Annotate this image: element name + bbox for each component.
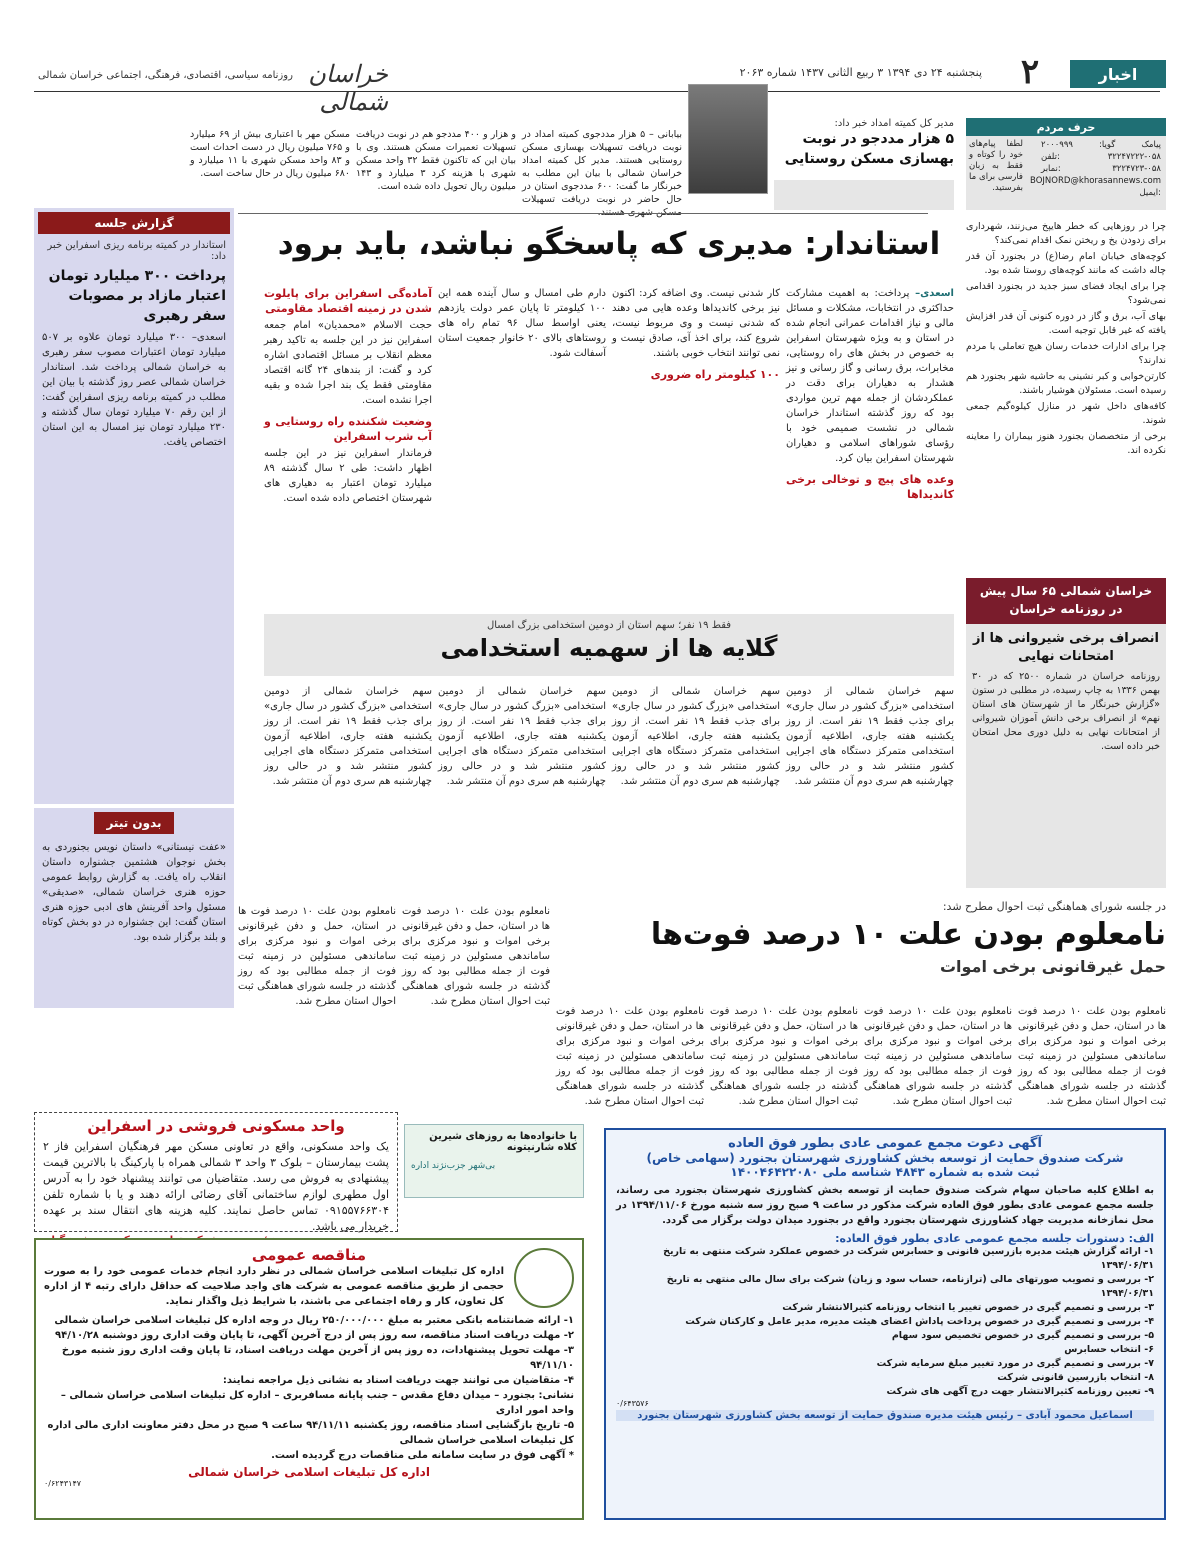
deaths-headline: نامعلوم بودن علت ۱۰ درصد فوت‌ها	[650, 917, 1166, 952]
tender-item: نشانی: بجنورد – میدان دفاع مقدس – جنب پایانه مسافربری – اداره کل تبلیغات اسلامی خراسان شمالی – واحد امور اداری	[60, 1390, 574, 1416]
assembly-agenda-item: ۶- انتخاب حسابرس	[1064, 1344, 1154, 1355]
history-box-header	[966, 578, 1166, 624]
tender-item: ۲- مهلت دریافت اسناد مناقصه، سه روز پس از درج آخرین آگهی، تا پایان وقت اداری روز دوشنبه ۹۴/۱۰/۲۸	[54, 1330, 574, 1341]
assembly-title: آگهی دعوت مجمع عمومی عادی بطور فوق العاده	[728, 1136, 1042, 1151]
people-voice-item: کوچه‌های خیابان امام رضا(ع) در بجنورد آن قدر چاله داشت که مانند کوچه‌های روستا شده بود.	[966, 251, 1166, 276]
lead-subhead-promises: وعده های پیچ و توخالی برخی کاندیداها	[786, 473, 954, 501]
wedding-ad	[404, 1124, 584, 1198]
session-report-header: گزارش جلسه	[38, 212, 230, 234]
page-number: ۲	[1020, 52, 1040, 92]
people-voice-item: کارتن‌خوابی و کبر نشینی به حاشیه شهر بجنورد هم رسیده است. مسئولان هوشیار باشند.	[966, 371, 1166, 396]
people-voice-item: بهای آب، برق و گاز در دوره کنونی آن قدر افزایش یافته که غیر قابل توجیه است.	[966, 311, 1166, 336]
people-voice-item: کافه‌های داخل شهر در منازل کیلوه‌گیم جمعی شوند.	[966, 401, 1166, 426]
imdad-title-underlay	[774, 180, 954, 210]
no-title-box	[34, 808, 234, 1008]
session-report-box	[34, 208, 234, 804]
history-body: روزنامه خراسان در شماره ۲۵۰۰ که در ۳۰ بهمن ۱۳۳۶ به چاپ رسیده، در مطلبی در ستون «گزارش خبرنگار ما از شهرستان های استان نهم» از انصراف برخی دانش آموزان شیروانی از امتحانات نهایی به دلیل دوری محل امتحان خبر داده است.	[972, 671, 1160, 752]
employment-col1: سهم خراسان شمالی از دومین استخدامی «بزرگ کشور در سال جاری» برای جذب فقط ۱۹ نفر است. از روز یکشنبه هفته جاری، اطلاعیه آزمون استخدامی متمرکز دستگاه های اجرایی کشور منتشر شد و در حالی روز چهارشنبه هم سری دوم آن منتشر شد.	[786, 686, 954, 787]
issue-date-line: پنجشنبه ۲۴ دی ۱۳۹۴ ۳ ربیع الثانی ۱۴۳۷ شماره ۲۰۶۳	[739, 66, 982, 79]
history-box	[966, 624, 1166, 888]
lead-byline: اسعدی–	[915, 288, 954, 299]
tender-item: ۵- تاریخ بازگشایی اسناد مناقصه، روز یکشنبه ۹۴/۱۱/۱۱ ساعت ۹ صبح در محل دفتر معاونت اداری مالی اداره کل تبلیغات اسلامی خراسان شمالی	[47, 1420, 574, 1446]
assembly-subtitle: شرکت صندوق حمایت از توسعه بخش کشاورزی شهرستان بجنورد (سهامی خاص)	[646, 1151, 1124, 1165]
people-voice-item: چرا برای ایجاد فضای سبز جدید در بجنورد اقدامی نمی‌شود؟	[966, 281, 1166, 306]
official-portrait-photo	[688, 84, 768, 194]
newspaper-logo: خراسان شمالی	[308, 60, 388, 116]
people-voice-contacts: پیامک گویا: ۲۰۰۰۹۹۹ ۰۵۸-۳۲۲۴۷۲۲۲ :تلفن ۰۵۸-۳۲۲۴۷۲۳ :نمابر BOJNORD@khorasannews.com :ایمیل	[1030, 140, 1161, 198]
assembly-agenda	[616, 1245, 1154, 1399]
imdad-body-col1: بیابانی – ۵ هزار مددجوی کمیته امداد در نوبت دریافت تسهیلات بهسازی مسکن روستایی هستند. مدیر کل کمیته امداد خراسان شمالی با بیان این مطلب به خبرنگار ما گفت: ۶۰۰ مددجوی استان در حال حاضر در نوبت دریافت تسهیلات	[522, 129, 682, 205]
deaths-kicker: در جلسه شورای هماهنگی ثبت احوال مطرح شد:	[942, 900, 1166, 913]
no-title-body: «عفت نیستانی» داستان نویس بجنوردی به بخش نوجوان هشتمین جشنواره داستان انقلاب راه یافت. به گزارش روابط عمومی حوزه هنری خراسان شمالی، «صدیقی» مسئول واحد آفرینش های ادبی حوزه هنری استان گفت: این جشنواره در دو بخش کوتاه و بلند برگزار شده بود.	[42, 842, 226, 943]
deaths-col1: نامعلوم بودن علت ۱۰ درصد فوت ها در استان، حمل و دفن غیرقانونی برخی اموات و نبود مرکزی برای ساماندهی مسئولین در زمینه ثبت فوت از جمله مطالبی بود که روز گذشته در جلسه شورای هماهنگی ثبت احوال استان مطرح شد.	[1018, 1006, 1166, 1107]
lead-col2-text: کار شدنی نیست. وی اضافه کرد: اکنون نیز برخی کاندیداها وعده هایی می دهند که شدنی نیست و وی مربوط نیست، شروع کند، برای اخذ آی، صادق نیست و نمی توانند انتخاب خوبی باشند.	[612, 288, 780, 359]
imdad-title-block	[774, 118, 954, 178]
wedding-ad-line2: کلاه شارنیتونه	[506, 1142, 577, 1153]
masthead-tagline: روزنامه سیاسی، اقتصادی، فرهنگی، اجتماعی خراسان شمالی	[38, 70, 293, 81]
lead-headline: استاندار: مدیری که پاسخگو نباشد، باید برود	[277, 226, 941, 262]
wedding-ad-line1: با خانواده‌ها به روزهای شیرین	[429, 1131, 577, 1142]
lead-col1	[786, 286, 954, 606]
lead-col2	[612, 286, 780, 606]
assembly-agenda-item: ۱- ارائه گزارش هیئت مدیره بازرسین قانونی و حسابرس شرکت در خصوص عملکرد شرکت منتهی به تاریخ ۱۳۹۴/۰۶/۳۱	[663, 1246, 1154, 1271]
deaths-col3: نامعلوم بودن علت ۱۰ درصد فوت ها در استان، حمل و دفن غیرقانونی برخی اموات و نبود مرکزی برای ساماندهی مسئولین در زمینه ثبت فوت از جمله مطالبی بود که روز گذشته در جلسه شورای هماهنگی ثبت احوال استان مطرح شد.	[710, 1006, 858, 1107]
people-voice-header: حرف مردم	[966, 118, 1166, 136]
deaths-title-block	[266, 900, 1166, 1000]
lead-subhead-pilot: آماده‌گی اسفراین برای پایلوت شدن در زمینه اقتصاد مقاومتی	[264, 287, 432, 315]
imdad-body-col2: و هزار و ۴۰۰ مددجو هم در نوبت دریافت تسهیلات تعمیرات مسکن هستند. وی با بیان این که تاکنون فقط ۳۲ واحد مسکن شهری با هزینه کرد ۳ میلیارد و ۱۴۳ میلیون ریال تحویل داده شده است.	[356, 129, 517, 192]
history-header-line2: در روزنامه خراسان	[1009, 602, 1123, 616]
housing-ad-title: واحد مسکونی فروشی در اسفراین	[87, 1117, 345, 1135]
section-label[interactable]: اخبار	[1070, 60, 1166, 88]
employment-kicker: فقط ۱۹ نفر؛ سهم استان از دومین استخدامی بزرگ امسال	[486, 620, 732, 631]
assembly-signature: اسماعیل محمود آبادی – رئیس هیئت مدیره صندوق حمایت از توسعه بخش کشاورزی شهرستان بجنورد	[616, 1410, 1154, 1421]
assembly-notice-ad	[604, 1128, 1166, 1520]
people-voice-item: چرا برای ادارات خدمات رسان هیچ تعاملی با مردم ندارند؟	[966, 341, 1166, 366]
lead-col1-text: پرداخت: به اهمیت مشارکت حداکثری در انتخابات، مشکلات و مسائل مالی و نیاز اقدامات عمرانی انجام شده در استان و به ویژه شهرستان اسفراین به خصوص در بخش های راه روستایی، مخابرات، برق رسانی و گاز رسانی و نیز هشدار به دهیاران برای دقت در عملکردشان از جمله مهم ترین مواردی بود که روز گذشته استاندار خراسان شمالی در نشست صمیمی خود با رؤسای شوراهای اسلامی و دهیاران شهرستان اسفراین بیان کرد.	[786, 288, 954, 464]
history-title: انصراف برخی شیروانی ها از امتحانات نهایی	[973, 631, 1159, 664]
tender-intro: اداره کل تبلیغات اسلامی خراسان شمالی در نظر دارد انجام خدمات عمومی خود را به صورت حجمی از طریق مناقصه عمومی به شرکت های واجد صلاحیت که حداقل دارای رتبه ۴ از اداره کل تعاون، کار و رفاه اجتماعی می باشند، با شرایط ذیل واگذار نماید.	[44, 1266, 504, 1307]
people-voice-instruction: لطفا پیام‌های خود را کوتاه و فقط به زبان فارسی برای ما بفرستید.	[969, 139, 1023, 193]
tender-items	[44, 1313, 574, 1463]
lead-subhead-roads: ۱۰۰ کیلومتر راه ضروری	[650, 368, 780, 381]
no-title-header: بدون تیتر	[94, 812, 174, 834]
tender-emblem-icon	[514, 1248, 574, 1308]
assembly-agenda-title: الف: دستورات جلسه مجمع عمومی عادی بطور فوق العاده:	[835, 1232, 1154, 1245]
session-report-kicker: استاندار در کمیته برنامه ریزی اسفراین خبر داد:	[47, 240, 226, 262]
tender-title: مناقصه عمومی	[251, 1246, 367, 1264]
housing-ad-body: یک واحد مسکونی، واقع در تعاونی مسکن مهر فرهنگیان اسفراین فاز ۲ پشت بیمارستان – بلوک ۳ واحد ۳ شمالی همراه با پارکینگ با بالاترین قیمت پیشنهادی به فروش می رسد. متقاضیان می توانند پیشنهاد خود را به آدرس اول مطهری لوازم ساختمانی آقای رضائی ارائه دهند و یا با شماره تلفن ۰۹۱۵۵۷۶۶۳۰۴ تماس حاصل نمایند. کلیه هزینه های انتقال سند بر عهده خریدار می باشد.	[43, 1140, 389, 1233]
lead-col4-text: حجت الاسلام «محمدیان» امام جمعه اسفراین نیز در این جلسه به تاکید رهبر معظم انقلاب بر مسائل اقتصادی اشاره کرد و گفت: از بندهای ۲۴ گانه اقتصاد مقاومتی فقط یک بند اجرا شده و بقیه اجرا نشده است.	[264, 320, 432, 406]
imdad-body-col3: مسکن مهر با اعتباری بیش از ۶۹ میلیارد و ۷۶۵ میلیون ریال در دست احداث است و ۸۳ واحد مسکن شهری با ۱۱ میلیارد و ۶۸۰ میلیون ریال در حال ساخت است.	[190, 129, 350, 179]
employment-col3: سهم خراسان شمالی از دومین استخدامی «بزرگ کشور در سال جاری» برای جذب فقط ۱۹ نفر است. از روز یکشنبه هفته جاری، اطلاعیه آزمون استخدامی متمرکز دستگاه های اجرایی کشور منتشر شد و در حالی روز چهارشنبه هم سری دوم آن منتشر شد.	[438, 686, 606, 787]
tender-item: ۱- ارائه ضمانتنامه بانکی معتبر به مبلغ ۲۵۰/۰۰۰/۰۰۰ ریال در وجه اداره کل تبلیغات اسلامی خراسان شمالی	[54, 1315, 574, 1326]
assembly-agenda-item: ۴- بررسی و تصمیم گیری در خصوص پرداخت پاداش اعضای هیئت مدیره، مدیر عامل و کارکنان شرکت	[685, 1316, 1154, 1327]
wedding-ad-footer: بی‌شهر جزب‌نژند اداره	[411, 1161, 496, 1171]
tender-item: ۴- متقاضیان می توانند جهت دریافت اسناد به نشانی ذیل مراجعه نمایند:	[222, 1375, 574, 1386]
tender-ad	[34, 1238, 584, 1520]
history-header-line1: خراسان شمالی ۶۵ سال پیش	[979, 584, 1153, 598]
deaths-col4: نامعلوم بودن علت ۱۰ درصد فوت ها در استان، حمل و دفن غیرقانونی برخی اموات و نبود مرکزی برای ساماندهی مسئولین در زمینه ثبت فوت از جمله مطالبی بود که روز گذشته در جلسه شورای هماهنگی ثبت احوال استان مطرح شد.	[556, 1006, 704, 1107]
assembly-code: ۰/۶۴۳۵۷۶	[616, 1399, 649, 1408]
imdad-headline: ۵ هزار مددجو در نوبت بهسازی مسکن روستایی	[784, 131, 954, 167]
assembly-agenda-item: ۷- بررسی و تصمیم گیری در مورد تغییر مبلغ سرمایه شرکت	[876, 1358, 1154, 1369]
lead-col4	[264, 286, 432, 606]
assembly-agenda-item: ۵- بررسی و تصمیم گیری در خصوص تخصیص سود سهام	[891, 1330, 1154, 1341]
assembly-registration: ثبت شده به شماره ۴۸۴۳ شناسه ملی ۱۴۰۰۴۶۴۲۲۰۸۰	[730, 1165, 1040, 1179]
housing-ad	[34, 1112, 398, 1232]
employment-col2: سهم خراسان شمالی از دومین استخدامی «بزرگ کشور در سال جاری» برای جذب فقط ۱۹ نفر است. از روز یکشنبه هفته جاری، اطلاعیه آزمون استخدامی متمرکز دستگاه های اجرایی کشور منتشر شد و در حالی روز چهارشنبه هم سری دوم آن منتشر شد.	[612, 686, 780, 787]
people-voice-item: چرا در روزهایی که خطر هایپخ می‌زنند، شهرداری برای زدودن یخ و ریختن نمک اقدام نمی‌کند؟	[966, 221, 1166, 246]
people-voice-list	[966, 220, 1166, 575]
deaths-subhead: حمل غیرقانونی برخی اموات	[939, 957, 1166, 976]
deaths-col6: نامعلوم بودن علت ۱۰ درصد فوت ها در استان، حمل و دفن غیرقانونی برخی اموات و نبود مرکزی برای ساماندهی مسئولین در زمینه ثبت فوت از جمله مطالبی بود که روز گذشته در جلسه شورای هماهنگی ثبت احوال استان مطرح شد.	[238, 906, 396, 1007]
divider	[238, 213, 928, 214]
lead-col3: دارم طی امسال و سال آینده همه این ۱۰۰ کیلومتر تا پایان عمر دولت یازدهم یعنی اواسط سال ۹۶ تمام راه های روستاهای بالای ۲۰ خانوار جمعیت استان آسفالت شود.	[438, 288, 606, 359]
deaths-col2: نامعلوم بودن علت ۱۰ درصد فوت ها در استان، حمل و دفن غیرقانونی برخی اموات و نبود مرکزی برای ساماندهی مسئولین در زمینه ثبت فوت از جمله مطالبی بود که روز گذشته در جلسه شورای هماهنگی ثبت احوال استان مطرح شد.	[864, 1006, 1012, 1107]
tender-code: ۰/۶۲۴۳۱۴۷	[44, 1479, 82, 1488]
session-report-title: پرداخت ۳۰۰ میلیارد تومان اعتبار مازاد بر مصوبات سفر رهبری	[48, 268, 226, 324]
deaths-col5: نامعلوم بودن علت ۱۰ درصد فوت ها در استان، حمل و دفن غیرقانونی برخی اموات و نبود مرکزی برای ساماندهی مسئولین در زمینه ثبت فوت از جمله مطالبی بود که روز گذشته در جلسه شورای هماهنگی ثبت احوال استان مطرح شد.	[402, 906, 550, 1007]
tender-item: ۳- مهلت تحویل پیشنهادات، ده روز پس از آخرین مهلت دریافت اسناد، تا پایان وقت اداری روز شنبه مورخ ۹۴/۱۱/۱۰	[61, 1345, 574, 1371]
people-voice-contacts-box	[966, 118, 1166, 210]
assembly-agenda-item: ۹- تعیین روزنامه کثیرالانتشار جهت درج آگهی های شرکت	[886, 1386, 1154, 1397]
assembly-agenda-item: ۳- بررسی و تصمیم گیری در خصوص تغییر یا انتخاب روزنامه کثیرالانتشار شرکت	[782, 1302, 1154, 1313]
assembly-agenda-item: ۸- انتخاب بازرسین قانونی شرکت	[997, 1372, 1154, 1383]
imdad-kicker: مدیر کل کمیته امداد خبر داد:	[834, 118, 954, 129]
employment-title-band	[264, 614, 954, 676]
assembly-body: به اطلاع کلیه صاحبان سهام شرکت صندوق حمایت از توسعه بخش کشاورزی شهرستان بجنورد می رساند، جلسه مجمع عمومی عادی بطور فوق العاده شرکت مذکور در ساعت ۹ صبح روز سه شنبه مورخ ۱۳۹۴/۱۱/۰۶ در محل نمازخانه مدیریت جهاد کشاورزی شهرستان بجنورد واقع در بجنورد میدان دولت برگزار می گردد.	[616, 1185, 1154, 1226]
assembly-agenda-item: ۲- بررسی و تصویب صورتهای مالی (ترازنامه، حساب سود و زیان) شرکت برای سال مالی منتهی به تاریخ ۱۳۹۴/۰۶/۳۱	[666, 1274, 1154, 1299]
lead-col4b-text: فرماندار اسفراین نیز در این جلسه اظهار داشت: طی ۲ سال گذشته ۸۹ میلیارد تومان اعتبار به دهیاری های شهرستان اختصاص داده شده است.	[264, 448, 432, 504]
lead-subhead-water: وضعیت شکننده راه روستایی و آب شرب اسفراین	[264, 415, 432, 443]
people-voice-item: برخی از متخصصان بجنورد هنوز بیماران را معاینه نکرده اند.	[966, 431, 1166, 456]
employment-col4: سهم خراسان شمالی از دومین استخدامی «بزرگ کشور در سال جاری» برای جذب فقط ۱۹ نفر است. از روز یکشنبه هفته جاری، اطلاعیه آزمون استخدامی متمرکز دستگاه های اجرایی کشور منتشر شد و در حالی روز چهارشنبه هم سری دوم آن منتشر شد.	[264, 686, 432, 787]
session-report-body: اسعدی– ۳۰۰ میلیارد تومان علاوه بر ۵۰۷ میلیارد تومان اعتبارات مصوب سفر رهبری به خراسان شمالی پرداخت شد. استاندار خراسان شمالی عصر روز گذشته با بیان این مطلب در کمیته برنامه ریزی اسفراین گفت: از این رقم ۷۰ میلیارد تومان سال گذشته و ۲۳۰ میلیارد تومان نیز امسال به این استان اختصاص یافت.	[42, 332, 226, 448]
employment-headline: گلایه ها از سهمیه استخدامی	[440, 634, 778, 662]
tender-signature: اداره کل تبلیغات اسلامی خراسان شمالی	[188, 1465, 430, 1479]
tender-item: * آگهی فوق در سایت سامانه ملی مناقصات درج گردیده است.	[271, 1450, 574, 1461]
